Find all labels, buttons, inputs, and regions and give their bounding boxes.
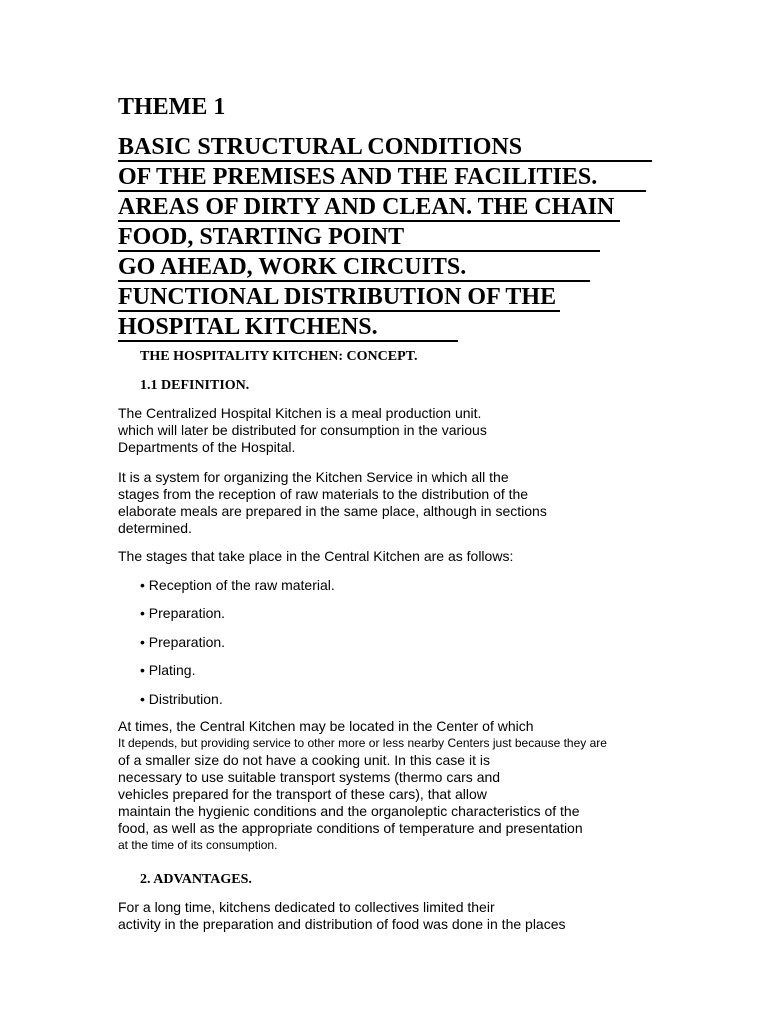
theme-title: THEME 1 <box>118 94 226 120</box>
paragraph-line: elaborate meals are prepared in the same place, although in sections <box>118 503 547 519</box>
main-heading <box>118 132 614 342</box>
heading-line-text: AREAS OF DIRTY AND CLEAN. THE CHAIN <box>118 194 615 220</box>
heading-line <box>118 132 614 162</box>
paragraph-line: For a long time, kitchens dedicated to collectives limited their <box>118 899 495 915</box>
paragraph-line: It is a system for organizing the Kitchen Service in which all the <box>118 469 509 485</box>
paragraph-line: maintain the hygienic conditions and the organoleptic characteristics of the <box>118 803 580 819</box>
paragraph-line: which will later be distributed for consumption in the various <box>118 422 487 438</box>
list-item: • Preparation. <box>140 634 226 650</box>
paragraph-line: vehicles prepared for the transport of these cars), that allow <box>118 786 487 802</box>
paragraph-system <box>118 469 638 537</box>
section-definition-heading: 1.1 DEFINITION. <box>140 378 250 393</box>
list-item: • Plating. <box>140 662 196 678</box>
heading-line <box>118 162 614 192</box>
paragraph-line: of a smaller size do not have a cooking unit. In this case it is <box>118 752 490 768</box>
paragraph-line: Departments of the Hospital. <box>118 439 296 455</box>
paragraph-line: The Centralized Hospital Kitchen is a meal production unit. <box>118 405 482 421</box>
list-item: • Reception of the raw material. <box>140 577 335 593</box>
paragraph-line: food, as well as the appropriate conditions of temperature and presentation <box>118 820 583 836</box>
heading-line <box>118 222 614 252</box>
paragraph-line: activity in the preparation and distribution of food was done in the places <box>118 916 566 932</box>
heading-line <box>118 252 614 282</box>
paragraph-line: The stages that take place in the Central Kitchen are as follows: <box>118 548 514 564</box>
paragraph-line: At times, the Central Kitchen may be located in the Center of which <box>118 718 534 734</box>
heading-line-text: BASIC STRUCTURAL CONDITIONS <box>118 134 523 160</box>
paragraph-line: at the time of its consumption. <box>118 838 278 852</box>
heading-line-text: GO AHEAD, WORK CIRCUITS. <box>118 254 467 280</box>
heading-line-text: OF THE PREMISES AND THE FACILITIES. <box>118 164 598 190</box>
heading-line <box>118 192 614 222</box>
paragraph-transport <box>118 718 638 854</box>
paragraph-line: determined. <box>118 520 192 536</box>
heading-line <box>118 282 614 312</box>
heading-line-text: HOSPITAL KITCHENS. <box>118 314 378 340</box>
heading-line <box>118 312 614 342</box>
paragraph-line: It depends, but providing service to other more or less nearby Centers just because they are <box>118 736 607 750</box>
heading-line-text: FUNCTIONAL DISTRIBUTION OF THE <box>118 284 557 310</box>
heading-line-text: FOOD, STARTING POINT <box>118 224 405 250</box>
list-item: • Distribution. <box>140 691 223 707</box>
paragraph-line: necessary to use suitable transport systems (thermo cars and <box>118 769 501 785</box>
section-concept-heading: THE HOSPITALITY KITCHEN: CONCEPT. <box>140 349 418 364</box>
paragraph-definition <box>118 405 638 456</box>
paragraph-stages-intro <box>118 548 638 565</box>
list-item: • Preparation. <box>140 605 226 621</box>
paragraph-line: stages from the reception of raw materials to the distribution of the <box>118 486 529 502</box>
paragraph-advantages <box>118 899 638 933</box>
section-advantages-heading: 2. ADVANTAGES. <box>140 872 252 887</box>
heading-underline <box>118 340 458 342</box>
